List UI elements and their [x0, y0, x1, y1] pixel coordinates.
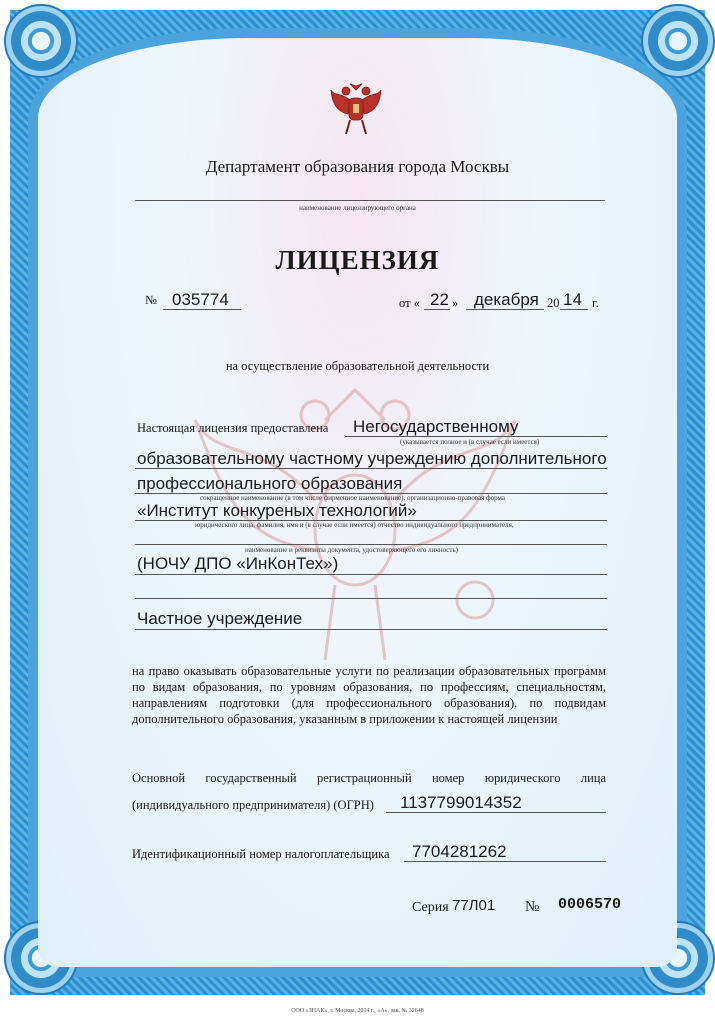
grantee-caption-3: юридического лица, фамилия, имя и (в случае если имеется) отчество индивидуального предпринимателя, — [195, 521, 514, 529]
grantee-underline-7 — [135, 598, 607, 599]
grantee-line-1: Негосударственному — [353, 417, 519, 436]
number-sign: № — [145, 293, 157, 307]
rights-paragraph: на право оказывать образовательные услуги по реализации образовательных программ по видам образования, по уровням образования, по профессиям, специальностям, направлениям подготовки (для профессионального образования), по подвидам дополнительного образования, указанным в приложении к настоящей лицензии — [132, 664, 606, 726]
ogrn-underline — [386, 812, 606, 813]
series-value: 77Л01 — [452, 897, 496, 914]
grantee-line-3: профессионального образования — [137, 474, 403, 493]
inn-label: Идентификационный номер налогоплательщика — [132, 847, 390, 861]
document-title: ЛИЦЕНЗИЯ — [275, 245, 440, 275]
coat-of-arms-icon — [330, 82, 382, 140]
grantee-caption-1: (указывается полное и (в случае если имеется) — [400, 438, 540, 446]
authority-caption: наименование лицензирующего органа — [299, 204, 416, 212]
ogrn-value: 1137799014352 — [400, 793, 522, 812]
authority-underline — [135, 200, 605, 201]
series-label: Серия — [412, 900, 449, 915]
licensing-authority: Департамент образования города Москвы — [205, 157, 510, 176]
grantee-line-2: образовательному частному учреждению дополнительного — [137, 449, 607, 468]
series-number-sign: № — [525, 899, 540, 915]
ogrn-label-1: Основной государственный регистрационный номер юридического лица — [132, 771, 606, 785]
date-quote-close: » — [452, 296, 459, 310]
grantee-caption-4: наименование и реквизиты документа, удостоверяющего его личность) — [245, 546, 458, 554]
grantee-underline-1 — [345, 436, 607, 437]
grantee-underline-5 — [135, 544, 607, 545]
grantee-caption-2: сокращенное наименование (в том числе фирменное наименование), организационно-правовая форма — [200, 494, 505, 502]
grantee-line-4: «Институт конкуреных технологий» — [137, 501, 417, 520]
number-underline — [163, 309, 241, 310]
inn-value: 7704281262 — [412, 842, 507, 861]
grantee-short-name: (НОЧУ ДПО «ИнКонТех») — [137, 554, 339, 573]
license-number: 035774 — [172, 290, 229, 309]
printer-imprint: ООО «ЗНАК», г. Москва, 2014 г., «А», зак. № 32648 — [291, 1008, 424, 1014]
inn-underline — [404, 861, 606, 862]
month-underline — [466, 309, 544, 310]
grantee-legal-form: Частное учреждение — [137, 609, 303, 628]
ogrn-label-2: (индивидуального предпринимателя) (ОГРН) — [132, 798, 374, 812]
grantee-intro: Настоящая лицензия предоставлена — [137, 421, 329, 435]
year-prefix: 20 — [547, 296, 560, 310]
grantee-underline-6 — [135, 574, 607, 575]
license-purpose: на осуществление образовательной деятельности — [225, 359, 490, 373]
corner-rosette-top-left — [4, 4, 78, 78]
grantee-underline-8 — [135, 629, 607, 630]
date-month: декабря — [474, 290, 539, 309]
year-suffix: 14 — [563, 290, 582, 309]
year-underline — [560, 309, 588, 310]
date-day: 22 — [430, 290, 449, 309]
date-from: от « — [399, 296, 420, 310]
series-number: 0006570 — [558, 896, 622, 913]
grantee-underline-2 — [135, 468, 607, 469]
day-underline — [424, 309, 450, 310]
corner-rosette-top-right — [641, 4, 715, 78]
year-g: г. — [592, 296, 599, 310]
